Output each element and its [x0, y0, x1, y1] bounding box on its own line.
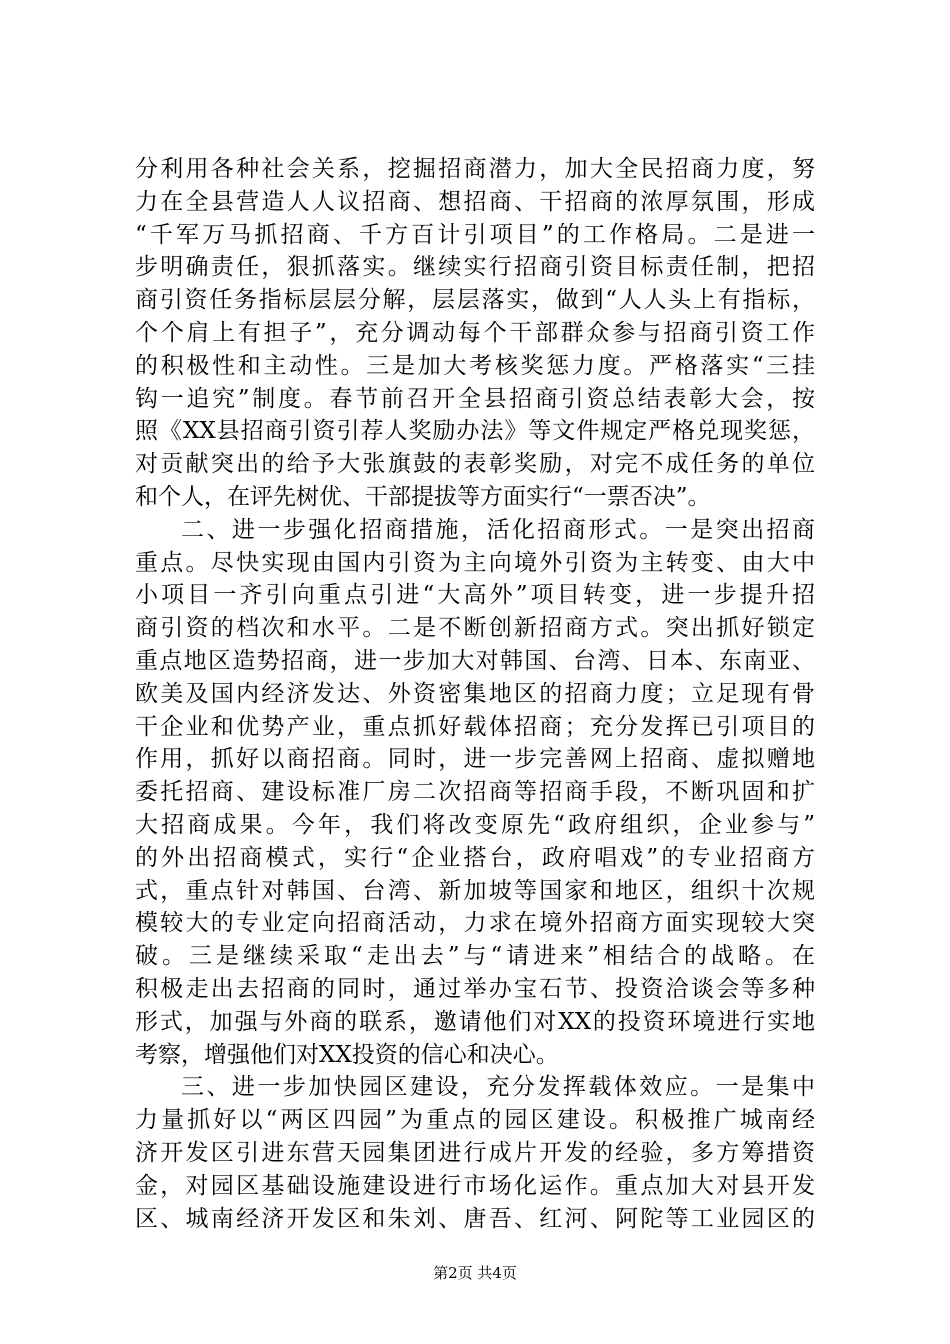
text-line: 破。三是继续采取“走出去”与“请进来”相结合的战略。在	[135, 943, 815, 970]
text-line: 作用，抓好以商招商。同时，进一步完善网上招商、虚拟赠地	[135, 746, 815, 773]
text-line: 干企业和优势产业，重点抓好载体招商；充分发挥已引项目的	[135, 713, 815, 740]
text-line: “千军万马抓招商、千方百计引项目”的工作格局。二是进一	[135, 221, 815, 248]
text-line: 小项目一齐引向重点引进“大高外”项目转变，进一步提升招	[135, 582, 815, 609]
text-line: 欧美及国内经济发达、外资密集地区的招商力度；立足现有骨	[135, 680, 815, 707]
text-line: 积极走出去招商的同时，通过举办宝石节、投资洽谈会等多种	[135, 975, 815, 1002]
text-line: 和个人，在评先树优、干部提拔等方面实行“一票否决”。	[135, 483, 711, 510]
text-line: 济开发区引进东营天园集团进行成片开发的经验，多方筹措资	[135, 1139, 815, 1166]
text-line: 委托招商、建设标准厂房二次招商等招商手段，不断巩固和扩	[135, 779, 815, 806]
text-line: 分利用各种社会关系，挖掘招商潜力，加大全民招商力度，努	[135, 156, 815, 182]
text-line: 式，重点针对韩国、台湾、新加坡等国家和地区，组织十次规	[135, 877, 815, 904]
document-body	[135, 153, 815, 1235]
text-line: 区、城南经济开发区和朱刘、唐吾、红河、阿陀等工业园区的	[135, 1205, 815, 1232]
text-line: 模较大的专业定向招商活动，力求在境外招商方面实现较大突	[135, 910, 815, 937]
text-line: 商引资的档次和水平。二是不断创新招商方式。突出抓好锁定	[135, 615, 815, 642]
text-line: 照《XX县招商引资引荐人奖励办法》等文件规定严格兑现奖惩，	[135, 418, 815, 445]
page-footer: 第2页 共4页	[433, 1264, 517, 1282]
text-line: 三、进一步加快园区建设，充分发挥载体效应。一是集中	[181, 1074, 815, 1101]
text-line: 重点地区造势招商，进一步加大对韩国、台湾、日本、东南亚、	[135, 647, 815, 674]
text-line: 考察，增强他们对XX投资的信心和决心。	[135, 1041, 559, 1068]
text-line: 对贡献突出的给予大张旗鼓的表彰奖励，对完不成任务的单位	[135, 451, 815, 478]
text-line: 力量抓好以“两区四园”为重点的园区建设。积极推广城南经	[135, 1107, 815, 1134]
text-line: 大招商成果。今年，我们将改变原先“政府组织，企业参与”	[135, 811, 815, 838]
text-line: 力在全县营造人人议招商、想招商、干招商的浓厚氛围，形成	[135, 188, 815, 215]
text-line: 的外出招商模式，实行“企业搭台，政府唱戏”的专业招商方	[135, 844, 815, 871]
text-line: 钩一追究”制度。春节前召开全县招商引资总结表彰大会，按	[135, 385, 815, 412]
text-line: 形式，加强与外商的联系，邀请他们对XX的投资环境进行实地	[135, 1008, 815, 1035]
text-line: 商引资任务指标层层分解，层层落实，做到“人人头上有指标，	[135, 287, 815, 314]
text-line: 的积极性和主动性。三是加大考核奖惩力度。严格落实“三挂	[135, 352, 815, 379]
text-line: 重点。尽快实现由国内引资为主向境外引资为主转变、由大中	[135, 549, 815, 576]
text-line: 个个肩上有担子”，充分调动每个干部群众参与招商引资工作	[135, 319, 815, 346]
text-line: 二、进一步强化招商措施，活化招商形式。一是突出招商	[181, 516, 815, 543]
text-line: 金，对园区基础设施建设进行市场化运作。重点加大对县开发	[135, 1172, 815, 1199]
text-line: 步明确责任，狠抓落实。继续实行招商引资目标责任制，把招	[135, 254, 815, 281]
